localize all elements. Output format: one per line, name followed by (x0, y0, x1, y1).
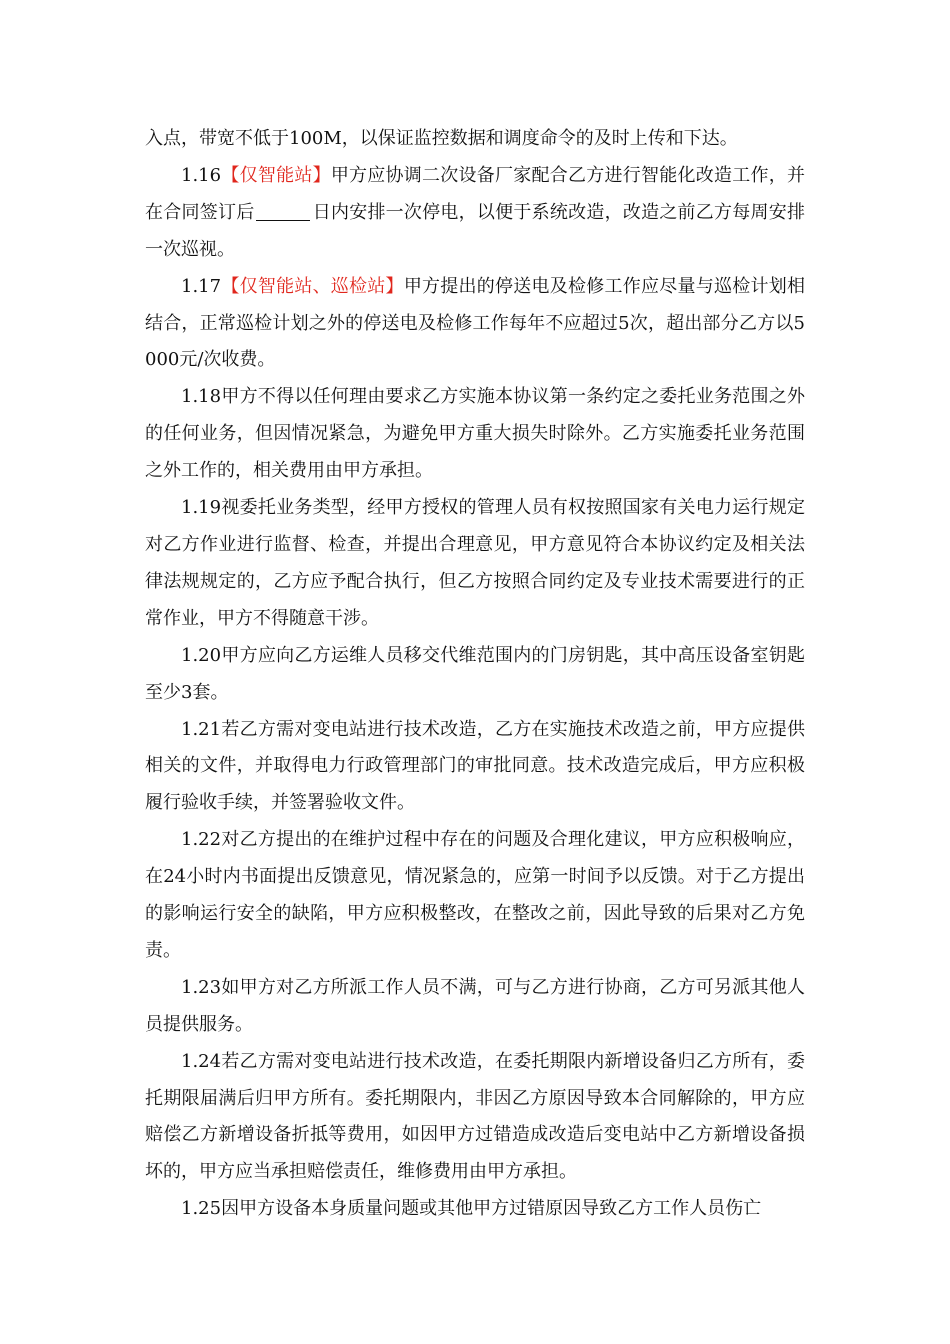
clause-number: 1.16 (181, 164, 222, 186)
scope-tag: 【仅智能站】 (221, 164, 331, 186)
paragraph-1-18 (145, 379, 805, 490)
paragraph-1-23 (145, 970, 805, 1044)
scope-tag: 【仅智能站、巡检站】 (221, 275, 404, 297)
clause-text: 1.20甲方应向乙方运维人员移交代维范围内的门房钥匙，其中高压设备室钥匙至少3套。 (145, 644, 805, 703)
document-page (145, 121, 805, 1228)
clause-number: 1.17 (181, 275, 222, 297)
paragraph-1-21 (145, 712, 805, 823)
paragraph-1-22 (145, 822, 805, 970)
clause-text: 1.21若乙方需对变电站进行技术改造，乙方在实施技术改造之前，甲方应提供相关的文件，并取得电力行政管理部门的审批同意。技术改造完成后，甲方应积极履行验收手续，并签署验收文件。 (145, 718, 805, 814)
clause-text: 日内安排一次停电，以便于系统改造，改造之前乙方每周安排一次巡视。 (145, 201, 806, 260)
paragraph-1-17 (145, 269, 805, 380)
paragraph-1-25 (145, 1191, 805, 1228)
paragraph-intro (145, 121, 805, 158)
paragraph-1-16 (145, 158, 805, 269)
clause-text: 1.18甲方不得以任何理由要求乙方实施本协议第一条约定之委托业务范围之外的任何业务，但因情况紧急，为避免甲方重大损失时除外。乙方实施委托业务范围之外工作的，相关费用由甲方承担。 (145, 386, 805, 482)
clause-text: 1.22对乙方提出的在维护过程中存在的问题及合理化建议，甲方应积极响应，在24小时内书面提出反馈意见，情况紧急的，应第一时间予以反馈。对于乙方提出的影响运行安全的缺陷，甲方应积极整改，在整改之前，因此导致的后果对乙方免责。 (145, 829, 805, 961)
paragraph-1-20 (145, 638, 805, 712)
clause-text: 1.24若乙方需对变电站进行技术改造，在委托期限内新增设备归乙方所有，委托期限届满后归甲方所有。委托期限内，非因乙方原因导致本合同解除的，甲方应赔偿乙方新增设备折抵等费用，如因甲方过错造成改造后变电站中乙方新增设备损坏的，甲方应当承担赔偿责任，维修费用由甲方承担。 (145, 1050, 805, 1183)
clause-text: 1.25因甲方设备本身质量问题或其他甲方过错原因导致乙方工作人员伤亡 (181, 1198, 762, 1220)
fill-in-blank (256, 200, 310, 221)
clause-text: 甲方提出的停送电及检修工作应尽量与巡检计划相结合，正常巡检计划之外的停送电及检修工作每年不应超过5次，超出部分乙方以5000元/次收费。 (145, 275, 806, 371)
paragraph-1-19 (145, 490, 805, 638)
clause-text: 1.19视委托业务类型，经甲方授权的管理人员有权按照国家有关电力运行规定对乙方作业进行监督、检查，并提出合理意见，甲方意见符合本协议约定及相关法律法规规定的，乙方应予配合执行，但乙方按照合同约定及专业技术需要进行的正常作业，甲方不得随意干涉。 (145, 497, 805, 629)
clause-text: 甲方应协调二次设备厂家配合乙方进行智能化改造工作，并在合同签订后 (145, 164, 805, 223)
paragraph-intro-text: 入点，带宽不低于100M，以保证监控数据和调度命令的及时上传和下达。 (145, 128, 738, 149)
clause-text: 1.23如甲方对乙方所派工作人员不满，可与乙方进行协商，乙方可另派其他人员提供服务。 (145, 976, 805, 1035)
paragraph-1-24 (145, 1044, 805, 1192)
